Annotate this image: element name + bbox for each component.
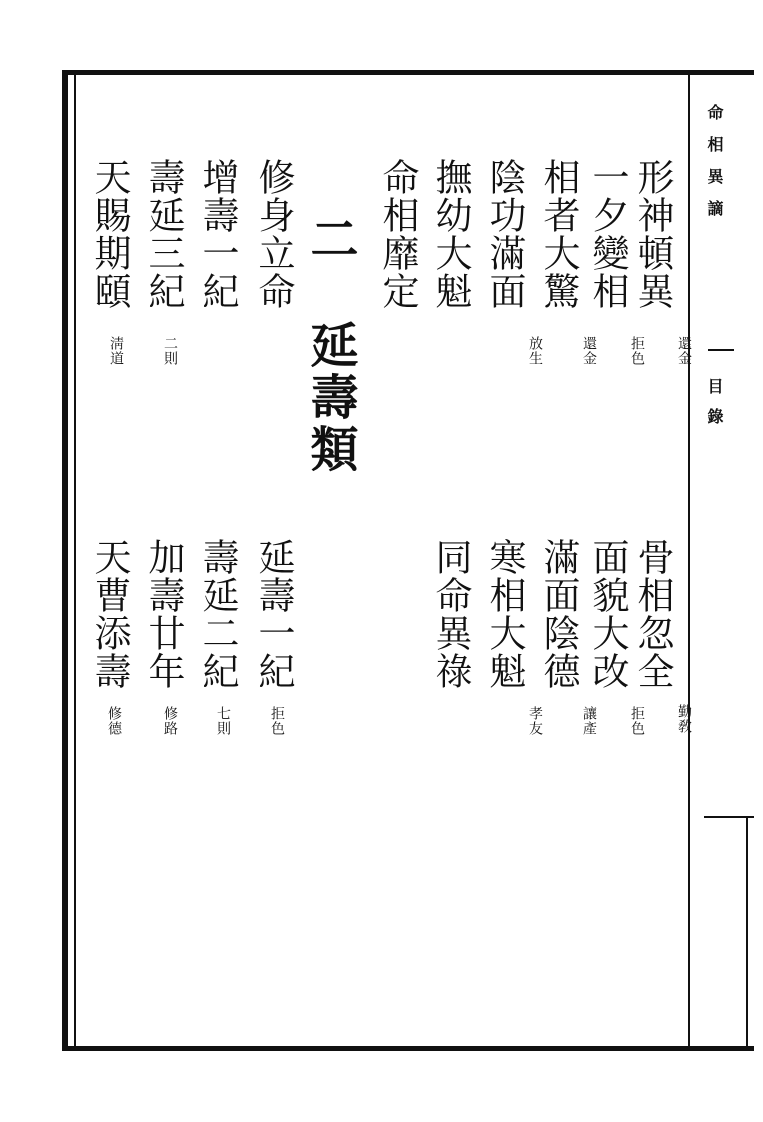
toc-entry-title: 同命異祿	[429, 538, 472, 690]
section-title: 延壽類	[302, 320, 358, 476]
toc-entry-note: 還金	[581, 336, 597, 366]
toc-entry-note: 勤敎	[676, 704, 692, 734]
toc-entry-title: 一夕變相	[586, 158, 629, 310]
frame-bottom-rule	[62, 1046, 754, 1051]
toc-entry-title: 延壽一紀	[252, 538, 295, 690]
toc-entry-title: 撫幼大魁	[429, 158, 472, 310]
margin-divider-rule	[688, 75, 690, 1046]
toc-entry-title: 骨相忽全	[631, 538, 674, 690]
toc-entry-title: 陰功滿面	[483, 158, 526, 310]
toc-entry-title: 天賜期頤	[88, 158, 131, 310]
section-label: 目錄	[705, 378, 724, 438]
margin-box-side-rule	[746, 816, 748, 1048]
toc-entry-title: 寒相大魁	[483, 538, 526, 690]
toc-entry-note: 修德	[106, 706, 122, 736]
toc-entry-note: 孝友	[527, 706, 543, 736]
toc-entry-note: 拒色	[629, 706, 645, 736]
toc-entry-title: 相者大驚	[537, 158, 580, 310]
toc-entry-note: 修路	[162, 706, 178, 736]
book-title: 命相異謫	[705, 104, 724, 232]
toc-entry-title: 命相靡定	[376, 158, 419, 310]
toc-entry-title: 滿面陰德	[537, 538, 580, 690]
toc-entry-title: 修身立命	[252, 158, 295, 310]
toc-entry-title: 增壽一紀	[196, 158, 239, 310]
toc-entry-title: 壽延二紀	[196, 538, 239, 690]
toc-entry-note: 放生	[527, 336, 543, 366]
frame-top-rule	[62, 70, 754, 75]
toc-entry-title: 形神頓異	[631, 158, 674, 310]
toc-entry-note: 讓產	[581, 706, 597, 736]
toc-entry-note: 拒色	[269, 706, 285, 736]
toc-entry-note: 二則	[162, 336, 178, 366]
frame-left-rule	[62, 70, 68, 1051]
toc-entry-title: 天曹添壽	[88, 538, 131, 690]
toc-entry-note: 七則	[215, 706, 231, 736]
section-number: 二	[302, 214, 358, 266]
toc-entry-note: 拒色	[629, 336, 645, 366]
toc-entry-title: 壽延三紀	[142, 158, 185, 310]
margin-dash	[708, 349, 734, 351]
toc-entry-title: 加壽廿年	[142, 538, 185, 690]
toc-entry-note: 還金	[676, 336, 692, 366]
frame-left-inner-rule	[74, 75, 76, 1046]
toc-entry-note: 淸道	[108, 336, 124, 366]
toc-entry-title: 面貌大改	[586, 538, 629, 690]
